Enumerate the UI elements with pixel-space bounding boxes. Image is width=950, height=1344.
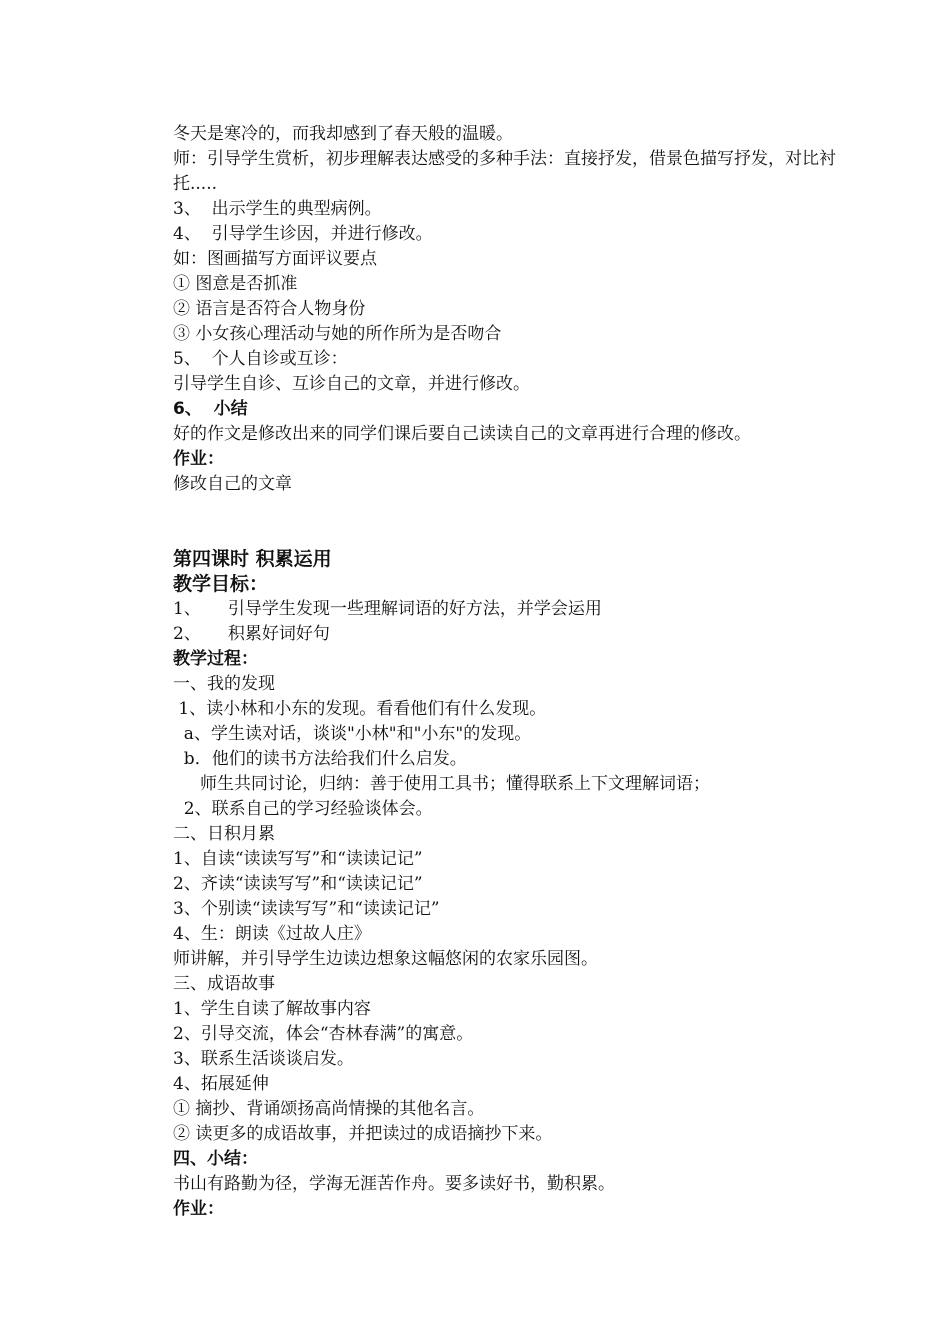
part-heading: 一、我的发现	[173, 674, 275, 694]
list-item: ③ 小女孩心理活动与她的所作所为是否吻合	[173, 324, 502, 344]
list-item: 2、齐读“读读写写”和“读读记记”	[173, 874, 423, 894]
list-item: 1、读小林和小东的发现。看看他们有什么发现。	[173, 699, 547, 719]
part-heading: 三、成语故事	[173, 974, 275, 994]
lesson-title: 第四课时 积累运用	[173, 548, 332, 570]
list-item: 4、拓展延伸	[173, 1074, 269, 1094]
summary-text: 好的作文是修改出来的同学们课后要自己读读自己的文章再进行合理的修改。	[173, 424, 751, 444]
goals-heading: 教学目标：	[173, 573, 269, 595]
text-line: 如：图画描写方面评议要点	[173, 249, 377, 269]
homework-heading: 作业：	[173, 449, 224, 469]
list-item: 1、自读“读读写写”和“读读记记”	[173, 849, 423, 869]
text-line: 师讲解，并引导学生边读边想象这幅悠闲的农家乐园图。	[173, 949, 598, 969]
list-item: ① 图意是否抓准	[173, 274, 298, 294]
list-item: 1、学生自读了解故事内容	[173, 999, 371, 1019]
list-item: 4、 引导学生诊因，并进行修改。	[173, 224, 433, 244]
section-gap	[173, 497, 873, 547]
homework-heading: 作业：	[173, 1199, 224, 1219]
process-heading: 教学过程：	[173, 649, 258, 669]
list-item: a、学生读对话，谈谈"小林"和"小东"的发现。	[173, 724, 532, 744]
list-item: 5、 个人自诊或互诊：	[173, 349, 348, 369]
list-item: ② 读更多的成语故事，并把读过的成语摘抄下来。	[173, 1124, 553, 1144]
summary-heading: 6、 小结	[173, 399, 248, 419]
list-item: ① 摘抄、背诵颂扬高尚情操的其他名言。	[173, 1099, 485, 1119]
list-item: 3、 出示学生的典型病例。	[173, 199, 382, 219]
list-item: 2、联系自己的学习经验谈体会。	[173, 799, 433, 819]
goal-item: 2、 积累好词好句	[173, 624, 330, 644]
homework-text: 修改自己的文章	[173, 474, 292, 494]
list-item: 3、个别读“读读写写”和“读读记记”	[173, 899, 440, 919]
text-paragraph: 师：引导学生赏析，初步理解表达感受的多种手法：直接抒发，借景色描写抒发，对比衬托.....	[173, 149, 836, 194]
list-item: 3、联系生活谈谈启发。	[173, 1049, 354, 1069]
document-page	[173, 122, 873, 1222]
text-line: 冬天是寒冷的，而我却感到了春天般的温暖。	[173, 124, 513, 144]
part-heading: 四、小结：	[173, 1149, 258, 1169]
goal-item: 1、 引导学生发现一些理解词语的好方法，并学会运用	[173, 599, 602, 619]
list-item: b．他们的读书方法给我们什么启发。	[173, 749, 467, 769]
list-item: 师生共同讨论，归纳：善于使用工具书；懂得联系上下文理解词语；	[173, 774, 711, 794]
list-item: ② 语言是否符合人物身份	[173, 299, 366, 319]
list-item: 4、生：朗读《过故人庄》	[173, 924, 371, 944]
part-heading: 二、日积月累	[173, 824, 275, 844]
text-line: 引导学生自诊、互诊自己的文章，并进行修改。	[173, 374, 530, 394]
list-item: 2、引导交流，体会“杏林春满”的寓意。	[173, 1024, 474, 1044]
text-line: 书山有路勤为径，学海无涯苦作舟。要多读好书，勤积累。	[173, 1174, 615, 1194]
